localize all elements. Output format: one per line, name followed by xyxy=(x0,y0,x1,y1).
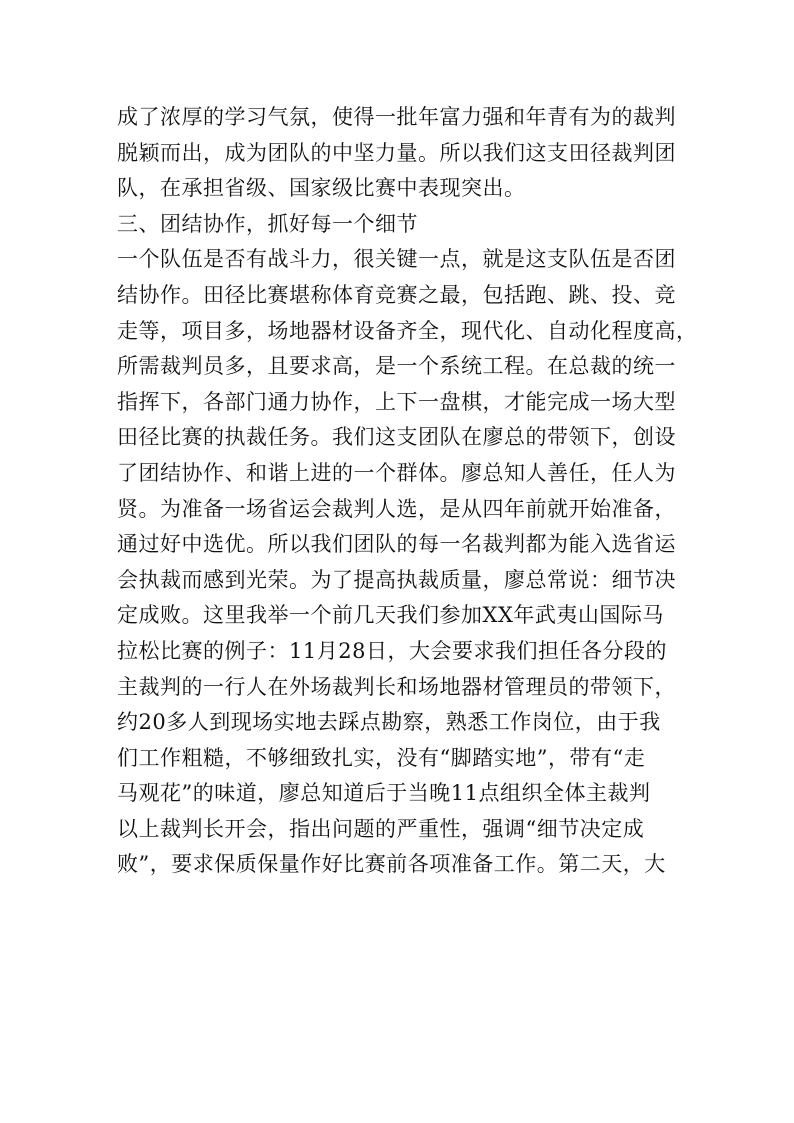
text-line: 马观花”的味道，廖总知道后于当晚11点组织全体主裁判 xyxy=(117,781,651,806)
text-line: 田径比赛的执裁任务。我们这支团队在廖总的带领下，创设 xyxy=(117,425,676,450)
text-line: 以上裁判长开会，指出问题的严重性，强调“细节决定成 xyxy=(117,816,645,841)
text-line: 所需裁判员多，且要求高，是一个系统工程。在总裁的统一 xyxy=(117,354,676,379)
text-line: 指挥下，各部门通力协作，上下一盘棋，才能完成一场大型 xyxy=(117,389,676,414)
body-text xyxy=(117,100,698,883)
text-line: 一个队伍是否有战斗力，很关键一点，就是这支队伍是否团 xyxy=(117,247,676,272)
text-line: 定成败。这里我举一个前几天我们参加XX年武夷山国际马 xyxy=(117,603,664,628)
text-line: 约20多人到现场实地去踩点勘察，熟悉工作岗位，由于我 xyxy=(117,710,661,735)
text-line: 脱颖而出，成为团队的中坚力量。所以我们这支田径裁判团 xyxy=(117,140,676,165)
text-line: 结协作。田径比赛堪称体育竞赛之最，包括跑、跳、投、竞 xyxy=(117,282,676,307)
text-line: 贤。为准备一场省运会裁判人选，是从四年前就开始准备， xyxy=(117,496,676,521)
text-line: 走等，项目多，场地器材设备齐全，现代化、自动化程度高， xyxy=(117,318,698,343)
text-line: 们工作粗糙，不够细致扎实，没有“脚踏实地”，带有“走 xyxy=(117,745,646,770)
section-heading: 三、团结协作，抓好每一个细节 xyxy=(117,211,418,236)
text-line: 了团结协作、和谐上进的一个群体。廖总知人善任，任人为 xyxy=(117,460,676,485)
text-line: 通过好中选优。所以我们团队的每一名裁判都为能入选省运 xyxy=(117,532,676,557)
text-line: 队，在承担省级、国家级比赛中表现突出。 xyxy=(117,176,526,201)
text-line: 拉松比赛的例子：11月28日，大会要求我们担任各分段的 xyxy=(117,638,667,663)
text-line: 会执裁而感到光荣。为了提高执裁质量，廖总常说：细节决 xyxy=(117,567,676,592)
text-line: 败”，要求保质保量作好比赛前各项准备工作。第二天，大 xyxy=(117,852,666,877)
text-line: 主裁判的一行人在外场裁判长和场地器材管理员的带领下， xyxy=(117,674,676,699)
text-line: 成了浓厚的学习气氛，使得一批年富力强和年青有为的裁判 xyxy=(117,105,676,129)
